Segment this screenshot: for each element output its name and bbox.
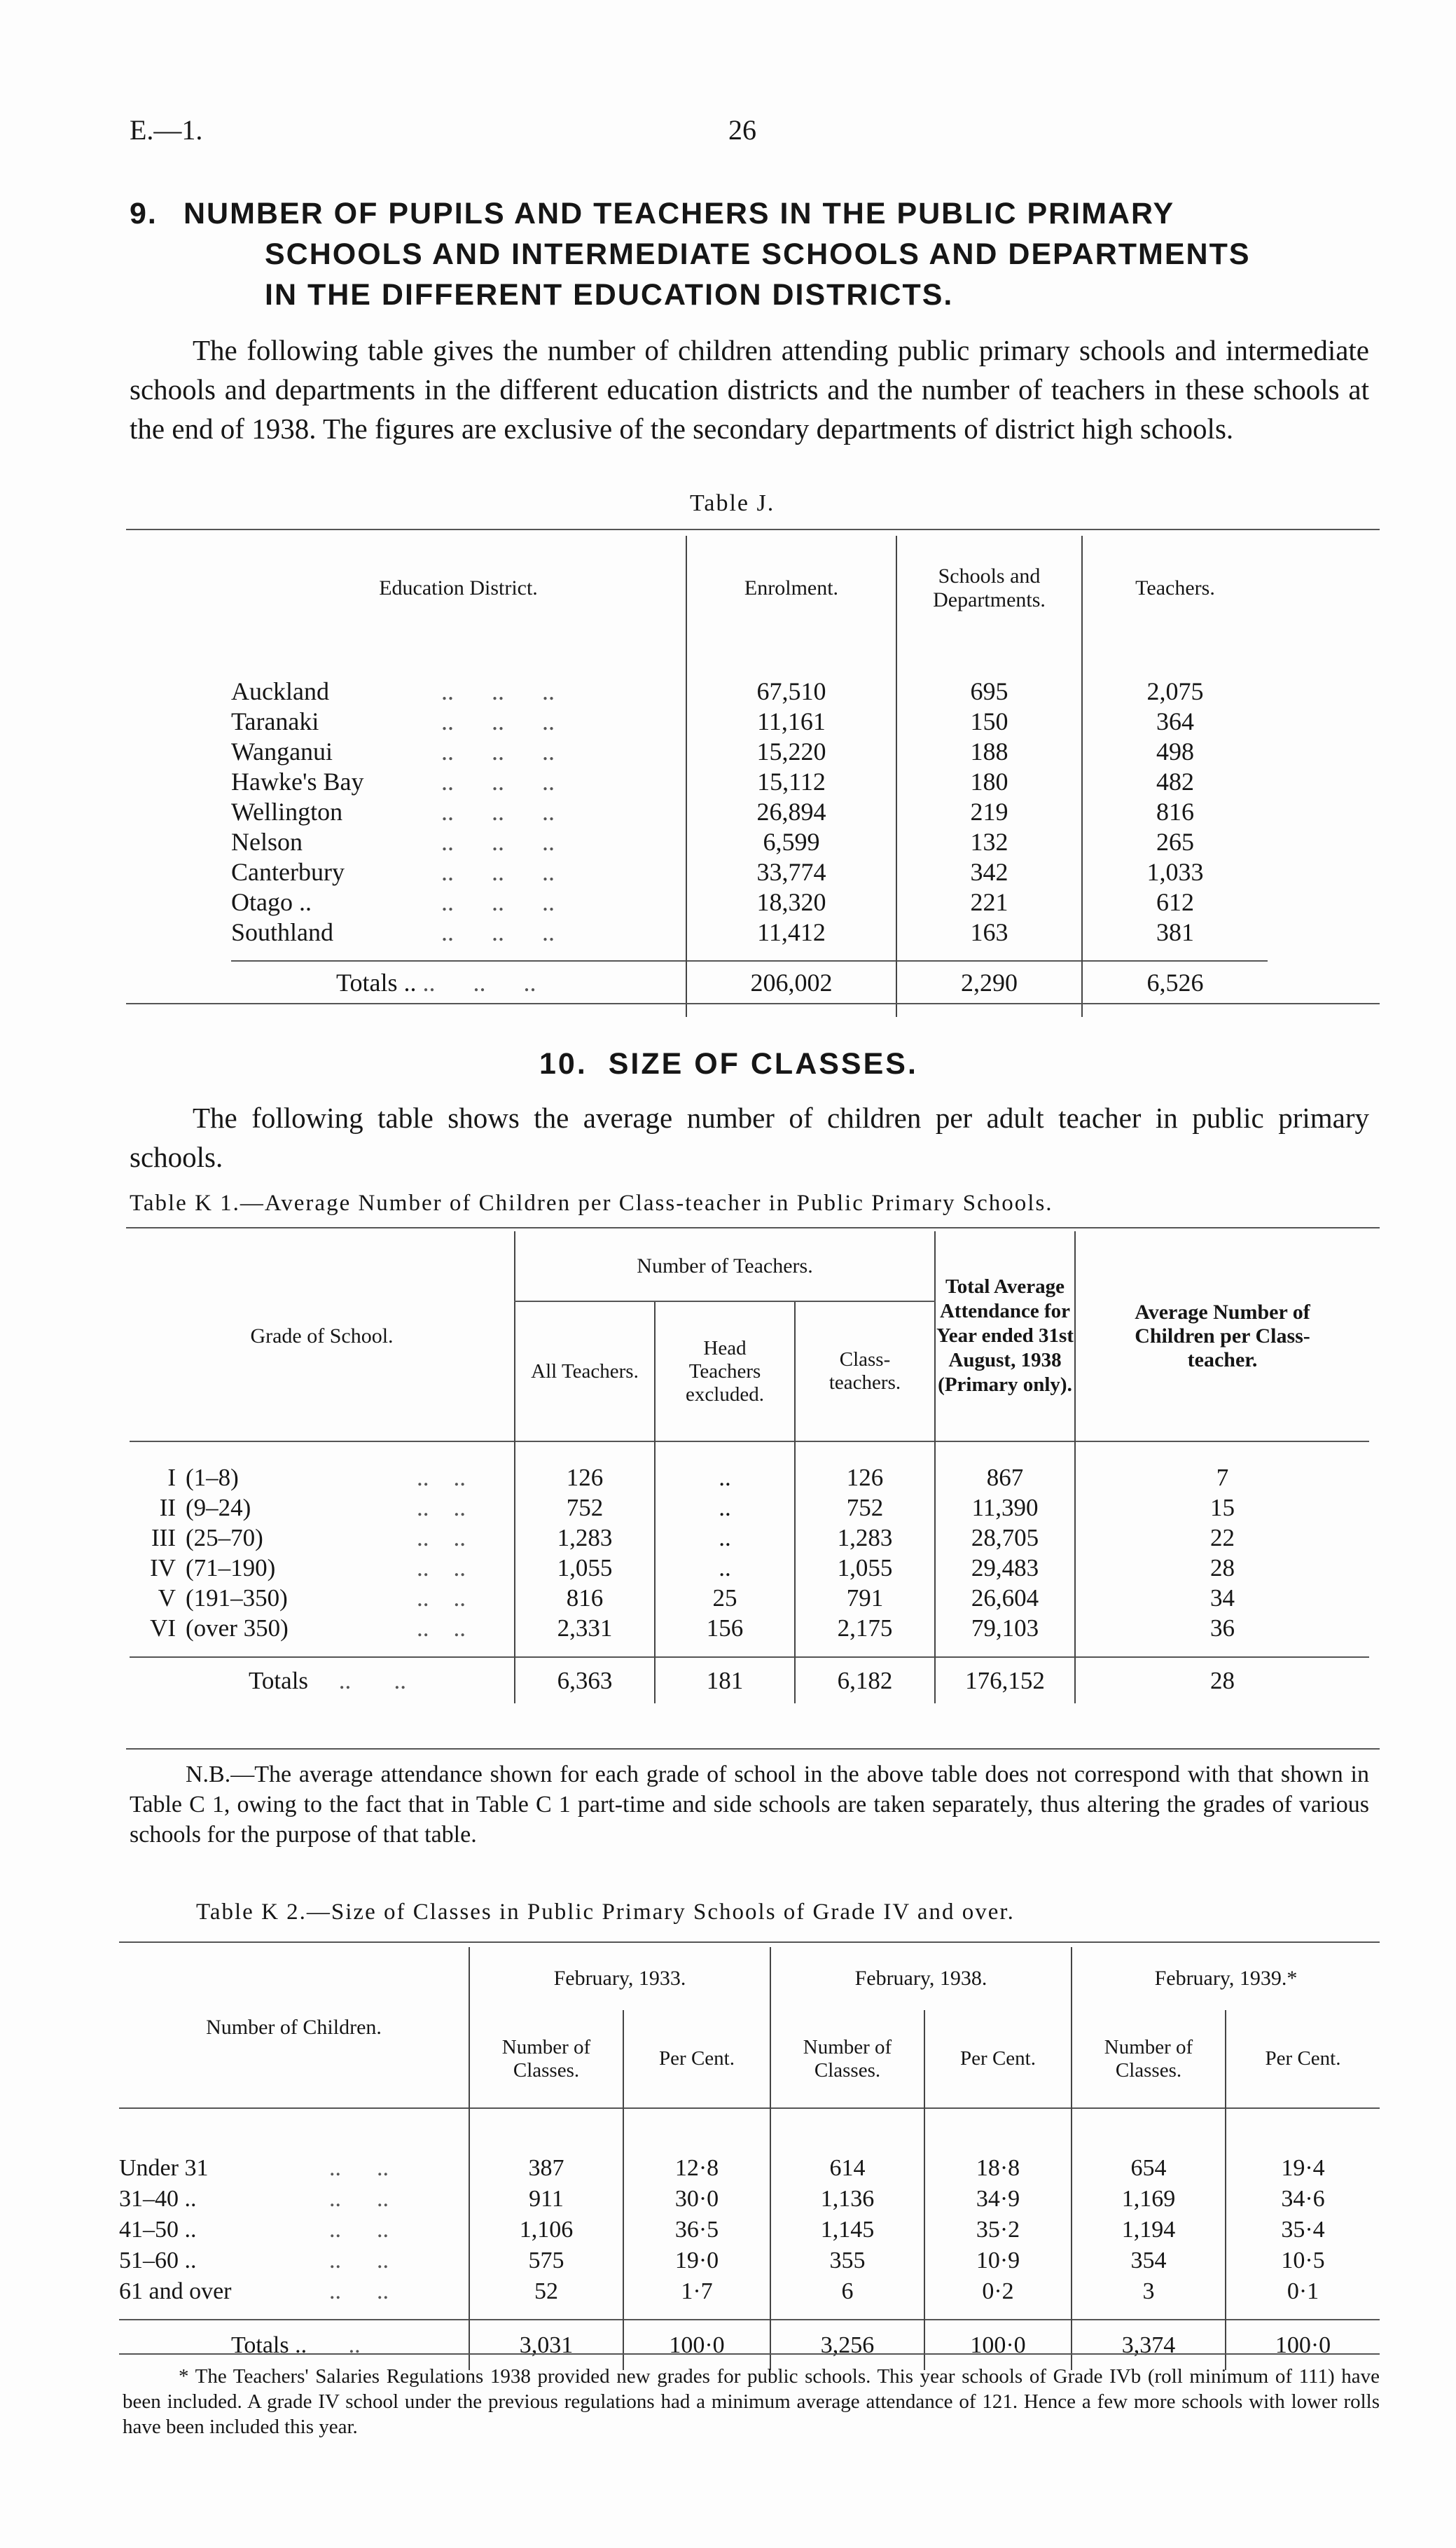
tableK2-header-feb1938: February, 1938.	[770, 1947, 1072, 2010]
tableK2-children-range: 51–60 ..	[119, 2248, 197, 2273]
tableK2-row	[119, 2153, 1380, 2184]
tableK2-1938-percent-cell: 34·9	[924, 2184, 1072, 2215]
tableK2-children-range: 41–50 ..	[119, 2217, 197, 2243]
tableK2-header-percent-1939: Per Cent.	[1226, 2010, 1380, 2108]
page-number: 26	[728, 114, 756, 146]
tableK1-row	[130, 1523, 1369, 1553]
tableK1-all-cell: 752	[515, 1493, 655, 1523]
tableK1-header-grade: Grade of School.	[250, 1324, 394, 1348]
section9-title-line2: SCHOOLS AND INTERMEDIATE SCHOOLS AND DEPARTMENTS	[265, 237, 1251, 271]
tableK1-note: N.B.—The average attendance shown for each grade of school in the above table does not correspond with that shown in Table C 1, owing to the fact that in Table C 1 part-time and side schools are taken separately, thus altering the grades of various schools for the purpose of that table.	[130, 1761, 1369, 1848]
tableJ	[231, 536, 1268, 1017]
tableK1-grade-range: (9–24)	[186, 1493, 251, 1521]
tableK2-caption: Table K 2.—Size of Classes in Public Primary Schools of Grade IV and over.	[196, 1899, 1015, 1925]
tableK2-children-cell	[119, 2245, 469, 2276]
tableJ-row	[231, 676, 1268, 706]
tableK2-row	[119, 2245, 1380, 2276]
tableK1-header-attendance: Total Average Attendance for Year ended 31st August, 1938 (Primary only).	[935, 1231, 1075, 1441]
tableK1-caption: Table K 1.—Average Number of Children per Class-teacher in Public Primary Schools.	[130, 1191, 1053, 1216]
tableK1-head-cell: ..	[655, 1523, 795, 1553]
section9-title-line1: NUMBER OF PUPILS AND TEACHERS IN THE PUBLIC PRIMARY	[183, 197, 1175, 230]
tableJ-schools-cell: 163	[896, 917, 1082, 947]
tableK2-1939-percent-cell: 34·6	[1226, 2184, 1380, 2215]
tableK2-totals-1938-classes: 3,256	[770, 2320, 924, 2370]
section9-paragraph: The following table gives the number of children attending public primary schools and intermediate schools and departments in the different education districts and the number of teachers in these schools at the end of 1938. The figures are exclusive of the secondary departments of district high schools.	[130, 334, 1369, 445]
tableK2-bottom-rule	[119, 2353, 1380, 2355]
tableK1-head-cell: ..	[655, 1462, 795, 1493]
tableK2-header-feb1933: February, 1933.	[469, 1947, 770, 2010]
leader-dots: .. ..	[329, 2278, 389, 2304]
tableK1-totals-class: 6,182	[795, 1657, 935, 1703]
tableJ-row	[231, 736, 1268, 766]
tableK2-children-cell	[119, 2215, 469, 2245]
tableK2-1939-classes-cell: 654	[1072, 2153, 1226, 2184]
tableK2-1933-classes-cell: 575	[469, 2245, 623, 2276]
tableK1-class-cell: 2,175	[795, 1613, 935, 1643]
tableK1-attendance-cell: 11,390	[935, 1493, 1075, 1523]
tableJ-district-cell	[231, 857, 686, 887]
tableJ-header-district: Education District.	[379, 576, 538, 600]
leader-dots: .. .. ..	[441, 827, 555, 856]
section9-number: 9.	[130, 197, 158, 230]
leader-dots: .. .. ..	[441, 767, 555, 796]
tableK2-1939-classes-cell: 3	[1072, 2276, 1226, 2307]
tableK1-grade-numeral: II	[159, 1493, 176, 1521]
tableJ-teachers-cell: 364	[1082, 706, 1268, 736]
tableJ-schools-cell: 180	[896, 766, 1082, 796]
tableK2-totals-1939-percent: 100·0	[1226, 2320, 1380, 2370]
tableK1-grade-numeral: I	[167, 1463, 176, 1491]
leader-dots: .. .. ..	[441, 707, 555, 735]
tableJ-enrolment-cell: 11,161	[686, 706, 896, 736]
tableK2-row	[119, 2184, 1380, 2215]
tableK2	[119, 1947, 1380, 2370]
tableK1-header-head: Head Teachers excluded.	[655, 1301, 795, 1441]
tableK1-totals-head: 181	[655, 1657, 795, 1703]
tableK1-head-cell: 156	[655, 1613, 795, 1643]
tableK2-1938-classes-cell: 1,145	[770, 2215, 924, 2245]
tableK2-1933-percent-cell: 12·8	[623, 2153, 770, 2184]
tableJ-header-teachers: Teachers.	[1082, 536, 1268, 641]
tableK2-children-cell	[119, 2184, 469, 2215]
tableK1-totals-label: Totals .. ..	[249, 1666, 407, 1694]
tableK2-row	[119, 2215, 1380, 2245]
tableK2-1938-percent-cell: 0·2	[924, 2276, 1072, 2307]
tableK1-bottom-rule	[126, 1748, 1380, 1750]
tableK2-header-classes-1938: Number of Classes.	[770, 2010, 924, 2108]
tableJ-totals-row	[231, 961, 1268, 1003]
tableK1	[130, 1231, 1369, 1703]
tableK1-all-cell: 1,283	[515, 1523, 655, 1553]
leader-dots: .. .. ..	[441, 918, 555, 946]
section9-title-line3: IN THE DIFFERENT EDUCATION DISTRICTS.	[265, 278, 954, 312]
leader-dots: .. ..	[417, 1493, 466, 1521]
tableJ-caption: Table J.	[690, 490, 775, 516]
tableK1-grade-numeral: III	[151, 1523, 176, 1551]
tableK1-grade-numeral: VI	[150, 1614, 176, 1642]
tableK1-average-cell: 36	[1075, 1613, 1369, 1643]
tableJ-enrolment-cell: 18,320	[686, 887, 896, 917]
tableK1-head-cell: ..	[655, 1553, 795, 1583]
tableK2-1938-classes-cell: 1,136	[770, 2184, 924, 2215]
tableJ-totals-schools: 2,290	[896, 961, 1082, 1003]
tableK1-head-cell: 25	[655, 1583, 795, 1613]
tableK1-average-cell: 28	[1075, 1553, 1369, 1583]
tableK1-average-cell: 15	[1075, 1493, 1369, 1523]
tableK1-all-cell: 816	[515, 1583, 655, 1613]
tableK2-1939-classes-cell: 354	[1072, 2245, 1226, 2276]
tableK1-average-cell: 22	[1075, 1523, 1369, 1553]
tableJ-district-cell	[231, 676, 686, 706]
tableJ-district-cell	[231, 766, 686, 796]
tableK2-top-rule	[119, 1941, 1380, 1943]
tableJ-teachers-cell: 1,033	[1082, 857, 1268, 887]
tableK2-footnote: * The Teachers' Salaries Regulations 1938 provided new grades for public schools. This year schools of Grade IVb (roll minimum of 111) have been included. A grade IV school under the previous regulations had a minimum average attendance of 121. Hence a few more schools with lower rolls have been included this year.	[123, 2365, 1380, 2438]
tableJ-teachers-cell: 482	[1082, 766, 1268, 796]
tableK1-all-cell: 2,331	[515, 1613, 655, 1643]
tableK2-totals-1933-percent: 100·0	[623, 2320, 770, 2370]
tableK1-totals-attendance: 176,152	[935, 1657, 1075, 1703]
tableK2-header-children: Number of Children.	[206, 2015, 382, 2039]
tableJ-row	[231, 796, 1268, 826]
tableK2-1933-percent-cell: 36·5	[623, 2215, 770, 2245]
tableK2-1933-percent-cell: 1·7	[623, 2276, 770, 2307]
leader-dots: .. ..	[417, 1463, 466, 1491]
tableK1-class-cell: 791	[795, 1583, 935, 1613]
tableK1-class-cell: 126	[795, 1462, 935, 1493]
tableK1-grade-numeral: IV	[150, 1553, 176, 1581]
tableJ-district-name: Canterbury	[231, 857, 345, 886]
tableK2-totals-1939-classes: 3,374	[1072, 2320, 1226, 2370]
tableJ-schools-cell: 188	[896, 736, 1082, 766]
tableJ-enrolment-cell: 26,894	[686, 796, 896, 826]
tableJ-totals-teachers: 6,526	[1082, 961, 1268, 1003]
tableJ-enrolment-cell: 15,220	[686, 736, 896, 766]
tableJ-district-cell	[231, 887, 686, 917]
tableJ-bottom-rule	[126, 1003, 1380, 1004]
tableK2-1933-classes-cell: 1,106	[469, 2215, 623, 2245]
tableJ-enrolment-cell: 11,412	[686, 917, 896, 947]
tableJ-row	[231, 766, 1268, 796]
tableK1-header-all: All Teachers.	[515, 1301, 655, 1441]
tableK2-1938-classes-cell: 355	[770, 2245, 924, 2276]
tableK2-children-range: 31–40 ..	[119, 2186, 197, 2212]
tableK2-header-percent-1933: Per Cent.	[623, 2010, 770, 2108]
leader-dots: .. ..	[329, 2217, 389, 2243]
tableK2-1939-classes-cell: 1,194	[1072, 2215, 1226, 2245]
tableK1-class-cell: 1,055	[795, 1553, 935, 1583]
leader-dots: .. .. ..	[441, 797, 555, 826]
tableK2-1933-percent-cell: 19·0	[623, 2245, 770, 2276]
section10-paragraph: The following table shows the average number of children per adult teacher in public primary schools.	[130, 1102, 1369, 1173]
tableK1-row	[130, 1553, 1369, 1583]
tableK1-top-rule	[126, 1227, 1380, 1228]
tableK2-1938-percent-cell: 18·8	[924, 2153, 1072, 2184]
tableJ-header-enrolment: Enrolment.	[686, 536, 896, 641]
tableK2-header-percent-1938: Per Cent.	[924, 2010, 1072, 2108]
leader-dots: .. .. ..	[441, 677, 555, 705]
tableJ-teachers-cell: 265	[1082, 826, 1268, 857]
tableJ-schools-cell: 342	[896, 857, 1082, 887]
tableK2-totals-1933-classes: 3,031	[469, 2320, 623, 2370]
tableJ-schools-cell: 221	[896, 887, 1082, 917]
tableK1-row	[130, 1493, 1369, 1523]
tableJ-enrolment-cell: 33,774	[686, 857, 896, 887]
tableJ-schools-cell: 150	[896, 706, 1082, 736]
tableK1-grade-range: (71–190)	[186, 1553, 276, 1581]
tableK2-children-cell	[119, 2276, 469, 2307]
tableK2-totals-row	[119, 2320, 1380, 2370]
tableJ-totals-enrolment: 206,002	[686, 961, 896, 1003]
tableJ-district-cell	[231, 917, 686, 947]
tableJ-enrolment-cell: 15,112	[686, 766, 896, 796]
tableJ-district-cell	[231, 796, 686, 826]
section10-heading: 10. SIZE OF CLASSES.	[539, 1047, 918, 1081]
tableK2-header-classes-1939: Number of Classes.	[1072, 2010, 1226, 2108]
tableJ-totals-label: Totals .. .. .. ..	[336, 968, 536, 997]
tableK2-children-range: 61 and over	[119, 2278, 232, 2304]
tableK1-attendance-cell: 29,483	[935, 1553, 1075, 1583]
page-header-ref: E.—1.	[130, 114, 203, 146]
tableK1-grade-range: (over 350)	[186, 1614, 289, 1642]
tableK1-grade-range: (191–350)	[186, 1584, 288, 1612]
tableK2-1939-percent-cell: 35·4	[1226, 2215, 1380, 2245]
leader-dots: .. ..	[329, 2155, 389, 2181]
tableJ-row	[231, 857, 1268, 887]
tableJ-schools-cell: 132	[896, 826, 1082, 857]
tableK1-row	[130, 1613, 1369, 1643]
tableK1-row	[130, 1462, 1369, 1493]
tableK1-grade-range: (1–8)	[186, 1463, 239, 1491]
tableK1-class-cell: 752	[795, 1493, 935, 1523]
leader-dots: .. ..	[417, 1523, 466, 1551]
tableK1-average-cell: 34	[1075, 1583, 1369, 1613]
tableK1-attendance-cell: 28,705	[935, 1523, 1075, 1553]
tableJ-teachers-cell: 612	[1082, 887, 1268, 917]
tableJ-district-name: Auckland	[231, 677, 329, 705]
tableJ-row	[231, 887, 1268, 917]
tableK1-header-class: Class-teachers.	[795, 1301, 935, 1441]
leader-dots: .. ..	[329, 2248, 389, 2273]
tableK1-head-cell: ..	[655, 1493, 795, 1523]
tableJ-district-cell	[231, 826, 686, 857]
tableJ-teachers-cell: 498	[1082, 736, 1268, 766]
tableJ-district-name: Wanganui	[231, 737, 333, 766]
tableK2-1933-classes-cell: 52	[469, 2276, 623, 2307]
tableJ-top-rule	[126, 529, 1380, 530]
tableK1-totals-average: 28	[1075, 1657, 1369, 1703]
tableJ-district-name: Taranaki	[231, 707, 319, 735]
tableJ-district-name: Southland	[231, 918, 334, 946]
tableK1-header-average: Average Number of Children per Class-teacher.	[1075, 1231, 1369, 1441]
tableK2-1933-classes-cell: 387	[469, 2153, 623, 2184]
tableK2-1938-classes-cell: 614	[770, 2153, 924, 2184]
tableK1-totals-all: 6,363	[515, 1657, 655, 1703]
tableK1-all-cell: 1,055	[515, 1553, 655, 1583]
leader-dots: .. .. ..	[441, 887, 555, 916]
tableK2-row	[119, 2276, 1380, 2307]
tableJ-header-schools: Schools and Departments.	[896, 536, 1082, 641]
tableJ-teachers-cell: 816	[1082, 796, 1268, 826]
tableJ-district-name: Wellington	[231, 797, 343, 826]
tableK2-totals-1938-percent: 100·0	[924, 2320, 1072, 2370]
tableJ-district-name: Otago ..	[231, 887, 312, 916]
tableJ-row	[231, 706, 1268, 736]
tableK1-header-num-teachers: Number of Teachers.	[515, 1231, 935, 1301]
tableK2-header-feb1939: February, 1939.*	[1072, 1947, 1380, 2010]
tableK2-children-cell	[119, 2153, 469, 2184]
tableK1-grade-numeral: V	[158, 1584, 176, 1612]
leader-dots: .. ..	[417, 1614, 466, 1642]
tableJ-enrolment-cell: 67,510	[686, 676, 896, 706]
tableK2-1938-classes-cell: 6	[770, 2276, 924, 2307]
tableK2-header-classes-1933: Number of Classes.	[469, 2010, 623, 2108]
tableJ-row	[231, 826, 1268, 857]
tableK1-average-cell: 7	[1075, 1462, 1369, 1493]
tableK2-1939-percent-cell: 0·1	[1226, 2276, 1380, 2307]
tableK1-grade-range: (25–70)	[186, 1523, 263, 1551]
leader-dots: .. ..	[417, 1553, 466, 1581]
leader-dots: .. ..	[329, 2186, 389, 2212]
tableK2-1939-classes-cell: 1,169	[1072, 2184, 1226, 2215]
tableJ-schools-cell: 695	[896, 676, 1082, 706]
tableK2-totals-label: Totals .. ..	[231, 2332, 361, 2358]
tableK1-all-cell: 126	[515, 1462, 655, 1493]
tableJ-district-cell	[231, 706, 686, 736]
tableJ-teachers-cell: 2,075	[1082, 676, 1268, 706]
tableK2-1933-classes-cell: 911	[469, 2184, 623, 2215]
tableK2-1939-percent-cell: 19·4	[1226, 2153, 1380, 2184]
tableJ-district-name: Nelson	[231, 827, 303, 856]
tableK1-row	[130, 1583, 1369, 1613]
tableJ-district-cell	[231, 736, 686, 766]
tableK2-1938-percent-cell: 35·2	[924, 2215, 1072, 2245]
tableK1-attendance-cell: 79,103	[935, 1613, 1075, 1643]
tableJ-row	[231, 917, 1268, 947]
tableK2-1938-percent-cell: 10·9	[924, 2245, 1072, 2276]
tableK1-class-cell: 1,283	[795, 1523, 935, 1553]
tableJ-enrolment-cell: 6,599	[686, 826, 896, 857]
leader-dots: .. ..	[417, 1584, 466, 1612]
tableK1-attendance-cell: 26,604	[935, 1583, 1075, 1613]
tableK1-totals-row	[130, 1657, 1369, 1703]
tableK2-1933-percent-cell: 30·0	[623, 2184, 770, 2215]
tableJ-district-name: Hawke's Bay	[231, 767, 364, 796]
tableK2-1939-percent-cell: 10·5	[1226, 2245, 1380, 2276]
tableJ-schools-cell: 219	[896, 796, 1082, 826]
tableK2-children-range: Under 31	[119, 2155, 209, 2181]
tableK1-attendance-cell: 867	[935, 1462, 1075, 1493]
leader-dots: .. .. ..	[441, 857, 555, 886]
leader-dots: .. .. ..	[441, 737, 555, 766]
tableJ-teachers-cell: 381	[1082, 917, 1268, 947]
